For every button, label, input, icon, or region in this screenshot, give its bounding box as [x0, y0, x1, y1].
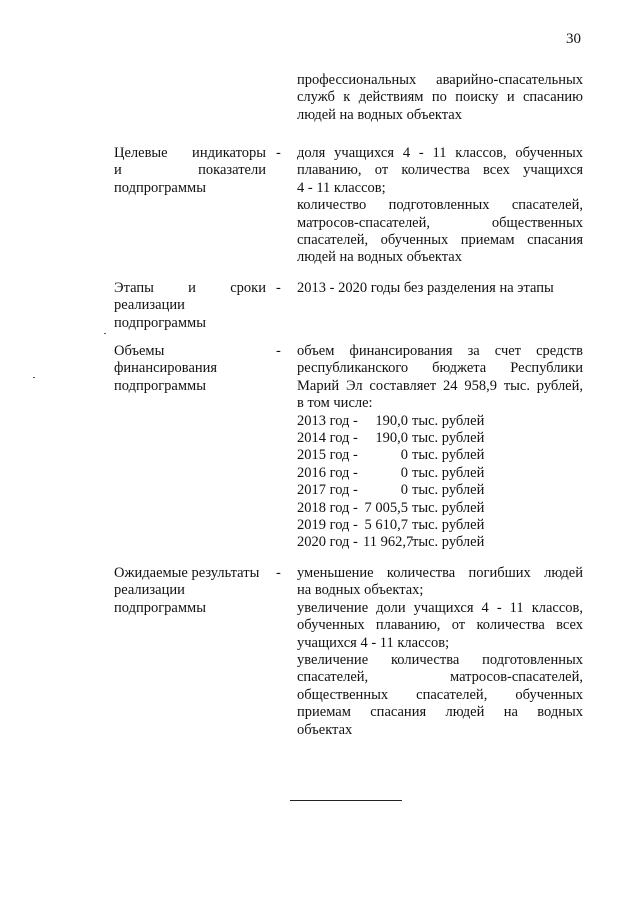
label-line: Ожидаемые результаты: [114, 565, 260, 581]
funding-year: 2016 год -: [297, 464, 358, 481]
funding-amount: 11 962,7: [363, 534, 414, 551]
section-label: [114, 565, 266, 617]
section-label: [114, 145, 266, 197]
funding-amount: 7 005,5: [364, 499, 408, 516]
value-line: спасателей, обученных приемам спасания: [297, 232, 583, 249]
value-line: 2013 - 2020 годы без разделения на этапы: [297, 280, 554, 296]
funding-amount: 0: [400, 447, 408, 464]
funding-year: 2013 год -: [297, 412, 358, 429]
value-line: общественных спасателей, обученных: [297, 686, 583, 703]
value-line: республиканского бюджета Республики: [297, 360, 583, 377]
value-line: учащихся 4 - 11 классов;: [297, 634, 450, 651]
funding-unit: тыс. рублей: [412, 447, 485, 464]
funding-unit: тыс. рублей: [412, 430, 485, 447]
label-line: Целевые индикаторы: [114, 145, 266, 161]
value-line: Марий Эл составляет 24 958,9 тыс. рублей,: [297, 377, 583, 394]
funding-year-row: [297, 465, 583, 482]
value-line: обученных плаванию, от количества всех: [297, 617, 583, 634]
funding-by-year: [297, 413, 583, 552]
label-line: реализации: [114, 582, 185, 599]
value-line: 4 - 11 классов;: [297, 179, 386, 196]
value-line: доля учащихся 4 - 11 классов, обученных: [297, 145, 583, 161]
scan-mark: [104, 333, 106, 334]
funding-amount: 5 610,7: [364, 517, 408, 534]
funding-unit: тыс. рублей: [412, 534, 485, 551]
funding-year: 2018 год -: [297, 499, 358, 516]
funding-unit: тыс. рублей: [412, 517, 485, 534]
funding-unit: тыс. рублей: [412, 482, 485, 499]
scan-mark: [33, 377, 35, 378]
section-dash: -: [276, 565, 281, 581]
continuation-line: профессиональных аварийно-спасательных: [297, 72, 583, 88]
funding-amount: 0: [400, 482, 408, 499]
funding-year-row: [297, 413, 583, 430]
funding-year-row: [297, 447, 583, 464]
funding-year: 2019 год -: [297, 517, 358, 534]
value-line: в том числе:: [297, 395, 373, 412]
funding-unit: тыс. рублей: [412, 499, 485, 516]
funding-amount: 0: [400, 464, 408, 481]
section-label: [114, 343, 266, 395]
page-number: 30: [566, 31, 581, 47]
funding-year-row: [297, 500, 583, 517]
continuation-line: служб к действиям по поиску и спасанию: [297, 89, 583, 106]
funding-year: 2020 год -: [297, 534, 358, 551]
continuation-line: людей на водных объектах: [297, 106, 462, 123]
funding-year: 2015 год -: [297, 447, 358, 464]
label-line: Объемы: [114, 343, 165, 359]
value-line: объем финансирования за счет средств: [297, 343, 583, 359]
section-value: [297, 145, 583, 267]
value-line: количество подготовленных спасателей,: [297, 197, 583, 214]
label-line: подпрограммы: [114, 179, 206, 196]
value-line: объектах: [297, 721, 353, 738]
funding-amount: 190,0: [375, 412, 408, 429]
value-line: уменьшение количества погибших людей: [297, 565, 583, 581]
label-line: подпрограммы: [114, 377, 206, 394]
section-dash: -: [276, 145, 281, 161]
value-line: спасателей, матросов-спасателей,: [297, 669, 583, 686]
label-line: и показатели: [114, 162, 266, 179]
value-line: матросов-спасателей, общественных: [297, 214, 583, 231]
label-line: подпрограммы: [114, 314, 206, 331]
label-line: реализации: [114, 297, 185, 314]
funding-year: 2017 год -: [297, 482, 358, 499]
section-dash: -: [276, 343, 281, 359]
funding-unit: тыс. рублей: [412, 412, 485, 429]
funding-year: 2014 год -: [297, 430, 358, 447]
funding-amount: 190,0: [375, 430, 408, 447]
section-value: [297, 343, 583, 552]
funding-unit: тыс. рублей: [412, 464, 485, 481]
section-value: [297, 565, 583, 739]
funding-year-row: [297, 534, 583, 551]
continuation-text: [297, 72, 583, 124]
value-line: приемам спасания людей на водных: [297, 704, 583, 721]
value-line: на водных объектах;: [297, 582, 424, 599]
value-line: увеличение количества подготовленных: [297, 652, 583, 669]
funding-year-row: [297, 482, 583, 499]
value-line: увеличение доли учащихся 4 - 11 классов,: [297, 599, 583, 616]
end-of-document-rule: [290, 800, 402, 801]
label-line: финансирования: [114, 360, 218, 377]
section-value: [297, 280, 583, 297]
label-line: Этапы и сроки: [114, 280, 266, 296]
funding-year-row: [297, 430, 583, 447]
section-dash: -: [276, 280, 281, 296]
value-line: плаванию, от количества всех учащихся: [297, 162, 583, 179]
funding-year-row: [297, 517, 583, 534]
section-label: [114, 280, 266, 332]
label-line: подпрограммы: [114, 599, 206, 616]
value-line: людей на водных объектах: [297, 249, 462, 266]
